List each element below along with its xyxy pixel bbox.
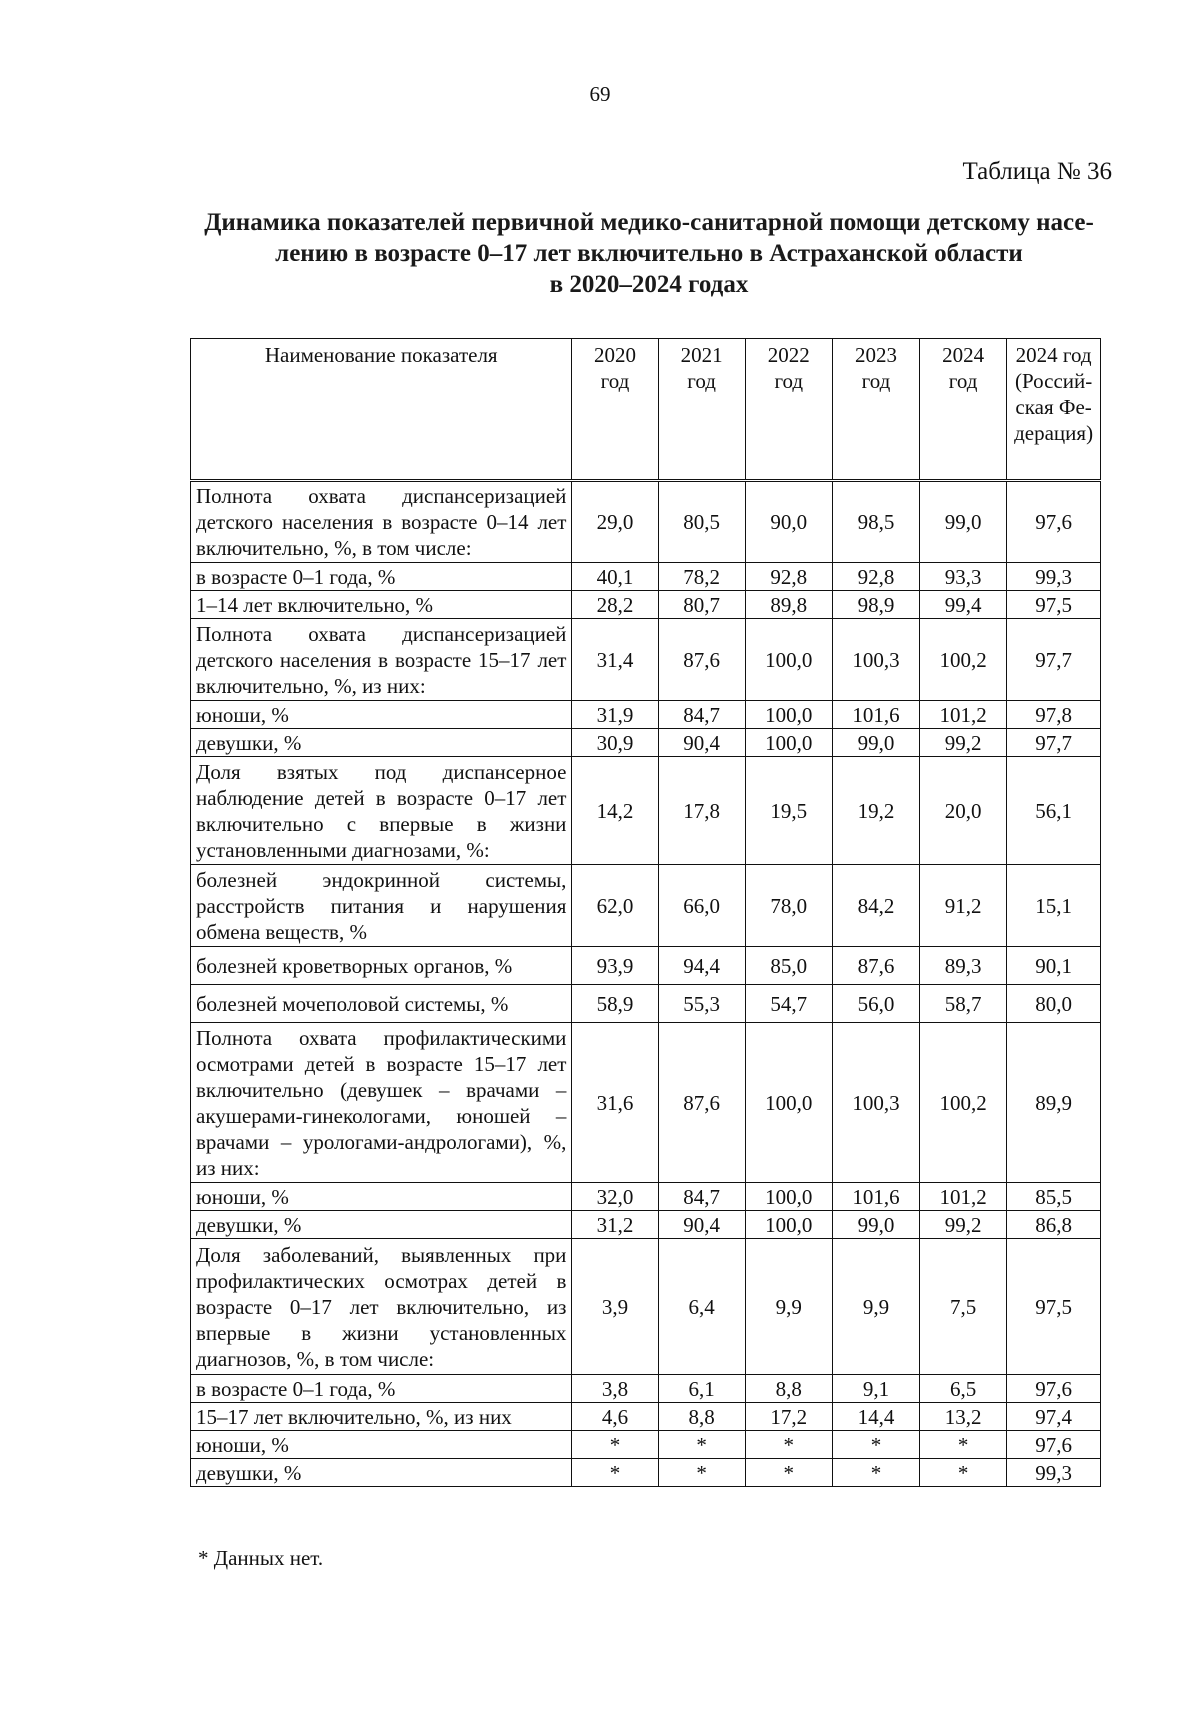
indicator-value: 100,0 <box>745 729 832 757</box>
table-title <box>190 207 1108 300</box>
table-row <box>191 947 1101 985</box>
indicator-value: 17,8 <box>658 757 745 865</box>
indicator-value: 7,5 <box>920 1239 1007 1375</box>
indicator-value: 6,4 <box>658 1239 745 1375</box>
indicator-value: * <box>658 1459 745 1487</box>
indicator-value: 55,3 <box>658 985 745 1023</box>
indicator-value: 97,7 <box>1007 619 1101 701</box>
header-line: (Россий- <box>1014 369 1093 393</box>
table-row <box>191 1375 1101 1403</box>
table-row <box>191 1183 1101 1211</box>
indicator-value: 56,0 <box>832 985 919 1023</box>
indicator-value: 78,0 <box>745 865 832 947</box>
indicator-value: 100,2 <box>920 619 1007 701</box>
indicator-value: 101,2 <box>920 1183 1007 1211</box>
indicator-value: 100,0 <box>745 619 832 701</box>
indicator-label: в возрасте 0–1 года, % <box>191 1375 572 1403</box>
indicator-label: Доля заболеваний, выявленных при профилактических осмотрах детей в возрасте 0–17 лет включительно, из впервые в жизни установленных диагнозов, %, в том числе: <box>191 1239 572 1375</box>
indicator-value: * <box>572 1459 658 1487</box>
header-line: год <box>687 369 716 393</box>
indicator-value: 58,7 <box>920 985 1007 1023</box>
table-row <box>191 619 1101 701</box>
header-line: 2024 <box>942 343 985 367</box>
header-line: год <box>600 369 630 393</box>
indicator-value: 99,2 <box>920 1211 1007 1239</box>
indicator-value: * <box>745 1431 832 1459</box>
indicator-value: 99,0 <box>920 481 1007 563</box>
indicator-value: * <box>658 1431 745 1459</box>
indicator-value: 90,4 <box>658 1211 745 1239</box>
indicator-value: 31,4 <box>572 619 658 701</box>
indicator-value: 6,5 <box>920 1375 1007 1403</box>
header-line: дерация) <box>1014 421 1094 445</box>
indicator-value: 90,1 <box>1007 947 1101 985</box>
indicator-value: 19,5 <box>745 757 832 865</box>
header-year-2024 <box>920 339 1007 481</box>
indicator-value: 13,2 <box>920 1403 1007 1431</box>
table-number: Таблица № 36 <box>962 158 1112 185</box>
indicator-value: 99,3 <box>1007 563 1101 591</box>
indicator-value: 8,8 <box>658 1403 745 1431</box>
header-russian-federation-2024 <box>1007 339 1101 481</box>
table-row <box>191 729 1101 757</box>
table-row <box>191 481 1101 563</box>
indicator-value: 99,0 <box>832 1211 919 1239</box>
indicator-value: 100,0 <box>745 1211 832 1239</box>
header-indicator-name: Наименование показателя <box>191 339 572 481</box>
indicator-value: 8,8 <box>745 1375 832 1403</box>
indicator-value: 80,5 <box>658 481 745 563</box>
table-title-line: лению в возрасте 0–17 лет включительно в Астраханской области <box>275 240 1023 267</box>
indicator-value: 89,9 <box>1007 1023 1101 1183</box>
indicator-value: 9,1 <box>832 1375 919 1403</box>
indicator-value: 93,9 <box>572 947 658 985</box>
header-line: год <box>861 369 891 393</box>
indicator-label: болезней эндокринной системы, расстройств питания и нарушения обмена веществ, % <box>191 865 572 947</box>
header-line: 2020 <box>593 343 636 367</box>
header-line: 2024 год <box>1015 343 1092 367</box>
indicator-value: 97,6 <box>1007 1375 1101 1403</box>
table-row <box>191 757 1101 865</box>
table-title-line: Динамика показателей первичной медико-санитарной помощи детскому насе- <box>204 209 1094 236</box>
indicator-value: 93,3 <box>920 563 1007 591</box>
table-row <box>191 865 1101 947</box>
indicator-value: 31,2 <box>572 1211 658 1239</box>
table-row <box>191 1023 1101 1183</box>
indicator-value: 92,8 <box>832 563 919 591</box>
header-year-2022 <box>745 339 832 481</box>
indicator-value: 54,7 <box>745 985 832 1023</box>
indicator-value: 100,3 <box>832 1023 919 1183</box>
indicator-value: 20,0 <box>920 757 1007 865</box>
indicator-value: 97,4 <box>1007 1403 1101 1431</box>
indicator-value: 101,2 <box>920 701 1007 729</box>
indicator-value: 31,6 <box>572 1023 658 1183</box>
table-title-line: в 2020–2024 годах <box>549 271 749 298</box>
indicator-value: * <box>745 1459 832 1487</box>
indicator-value: 97,7 <box>1007 729 1101 757</box>
footnote: * Данных нет. <box>198 1546 324 1570</box>
indicator-value: 90,0 <box>745 481 832 563</box>
header-line: ская Фе- <box>1015 395 1092 419</box>
indicator-label: в возрасте 0–1 года, % <box>191 563 572 591</box>
indicator-value: * <box>920 1431 1007 1459</box>
indicator-value: 4,6 <box>572 1403 658 1431</box>
indicator-value: 90,4 <box>658 729 745 757</box>
table-row <box>191 1459 1101 1487</box>
indicator-value: 29,0 <box>572 481 658 563</box>
indicator-value: 84,7 <box>658 1183 745 1211</box>
page-number: 69 <box>589 82 611 106</box>
table-row <box>191 701 1101 729</box>
header-year-2020 <box>572 339 658 481</box>
indicator-label: 15–17 лет включительно, %, из них <box>191 1403 572 1431</box>
indicator-label: Полнота охвата диспансеризацией детского населения в возрасте 15–17 лет включительно, %, из них: <box>191 619 572 701</box>
indicator-label: девушки, % <box>191 729 572 757</box>
indicator-value: 32,0 <box>572 1183 658 1211</box>
indicator-value: 14,4 <box>832 1403 919 1431</box>
indicator-value: 40,1 <box>572 563 658 591</box>
header-line: 2022 <box>767 343 810 367</box>
indicator-value: * <box>832 1431 919 1459</box>
header-line: 2023 <box>854 343 897 367</box>
indicator-value: 98,5 <box>832 481 919 563</box>
table-row <box>191 1239 1101 1375</box>
indicator-value: 100,0 <box>745 1023 832 1183</box>
indicator-value: 101,6 <box>832 701 919 729</box>
indicator-value: 100,2 <box>920 1023 1007 1183</box>
indicators-table <box>190 338 1101 1487</box>
indicator-value: 97,5 <box>1007 591 1101 619</box>
indicator-value: 97,6 <box>1007 1431 1101 1459</box>
indicator-value: 87,6 <box>832 947 919 985</box>
table-row <box>191 591 1101 619</box>
header-year-2023 <box>832 339 919 481</box>
header-year-2021 <box>658 339 745 481</box>
indicator-value: 85,0 <box>745 947 832 985</box>
indicator-value: 99,2 <box>920 729 1007 757</box>
table-row <box>191 985 1101 1023</box>
indicator-value: 62,0 <box>572 865 658 947</box>
indicator-value: 9,9 <box>745 1239 832 1375</box>
indicator-value: 101,6 <box>832 1183 919 1211</box>
indicator-value: 97,6 <box>1007 481 1101 563</box>
indicator-value: 89,3 <box>920 947 1007 985</box>
indicator-label: юноши, % <box>191 1431 572 1459</box>
indicator-label: Полнота охвата диспансеризацией детского населения в возрасте 0–14 лет включительно, %, в том числе: <box>191 481 572 563</box>
indicator-value: 31,9 <box>572 701 658 729</box>
indicator-label: юноши, % <box>191 1183 572 1211</box>
indicator-value: 66,0 <box>658 865 745 947</box>
indicator-value: 6,1 <box>658 1375 745 1403</box>
indicator-label: Доля взятых под диспансерное наблюдение детей в возрасте 0–17 лет включительно с впервые в жизни установленными диагнозами, %: <box>191 757 572 865</box>
indicator-value: 86,8 <box>1007 1211 1101 1239</box>
indicator-label: болезней кроветворных органов, % <box>191 947 572 985</box>
header-line: год <box>774 369 804 393</box>
indicator-value: 100,0 <box>745 1183 832 1211</box>
table-header-row <box>191 339 1101 481</box>
indicator-value: 87,6 <box>658 619 745 701</box>
indicator-label: девушки, % <box>191 1459 572 1487</box>
indicator-value: 28,2 <box>572 591 658 619</box>
indicator-value: 97,5 <box>1007 1239 1101 1375</box>
indicator-value: 58,9 <box>572 985 658 1023</box>
indicator-value: 80,7 <box>658 591 745 619</box>
indicator-value: 99,4 <box>920 591 1007 619</box>
indicator-value: 94,4 <box>658 947 745 985</box>
indicator-value: 17,2 <box>745 1403 832 1431</box>
indicator-value: 84,7 <box>658 701 745 729</box>
indicator-value: 91,2 <box>920 865 1007 947</box>
indicator-label: юноши, % <box>191 701 572 729</box>
indicator-value: 30,9 <box>572 729 658 757</box>
indicator-value: 100,0 <box>745 701 832 729</box>
indicator-value: 84,2 <box>832 865 919 947</box>
indicator-label: болезней мочеполовой системы, % <box>191 985 572 1023</box>
indicator-value: 78,2 <box>658 563 745 591</box>
indicator-label: девушки, % <box>191 1211 572 1239</box>
indicator-value: 85,5 <box>1007 1183 1101 1211</box>
indicator-value: * <box>920 1459 1007 1487</box>
indicator-label: Полнота охвата профилактическими осмотрами детей в возрасте 15–17 лет включительно (девушек – врачами – акушерами-гинекологами, юношей – врачами – урологами-андрологами), %, из них: <box>191 1023 572 1183</box>
table-row <box>191 1403 1101 1431</box>
indicator-value: 15,1 <box>1007 865 1101 947</box>
table-row <box>191 1431 1101 1459</box>
indicator-value: 99,3 <box>1007 1459 1101 1487</box>
indicator-value: 3,8 <box>572 1375 658 1403</box>
table-row <box>191 563 1101 591</box>
indicator-value: * <box>832 1459 919 1487</box>
indicator-value: 87,6 <box>658 1023 745 1183</box>
indicator-value: 19,2 <box>832 757 919 865</box>
indicator-value: * <box>572 1431 658 1459</box>
indicator-value: 98,9 <box>832 591 919 619</box>
indicator-value: 80,0 <box>1007 985 1101 1023</box>
indicator-value: 56,1 <box>1007 757 1101 865</box>
indicator-value: 92,8 <box>745 563 832 591</box>
table-row <box>191 1211 1101 1239</box>
indicator-value: 99,0 <box>832 729 919 757</box>
indicator-value: 100,3 <box>832 619 919 701</box>
indicator-value: 14,2 <box>572 757 658 865</box>
header-line: 2021 <box>680 343 723 367</box>
indicator-label: 1–14 лет включительно, % <box>191 591 572 619</box>
indicator-value: 89,8 <box>745 591 832 619</box>
indicator-value: 97,8 <box>1007 701 1101 729</box>
indicator-value: 9,9 <box>832 1239 919 1375</box>
header-line: год <box>948 369 978 393</box>
indicator-value: 3,9 <box>572 1239 658 1375</box>
